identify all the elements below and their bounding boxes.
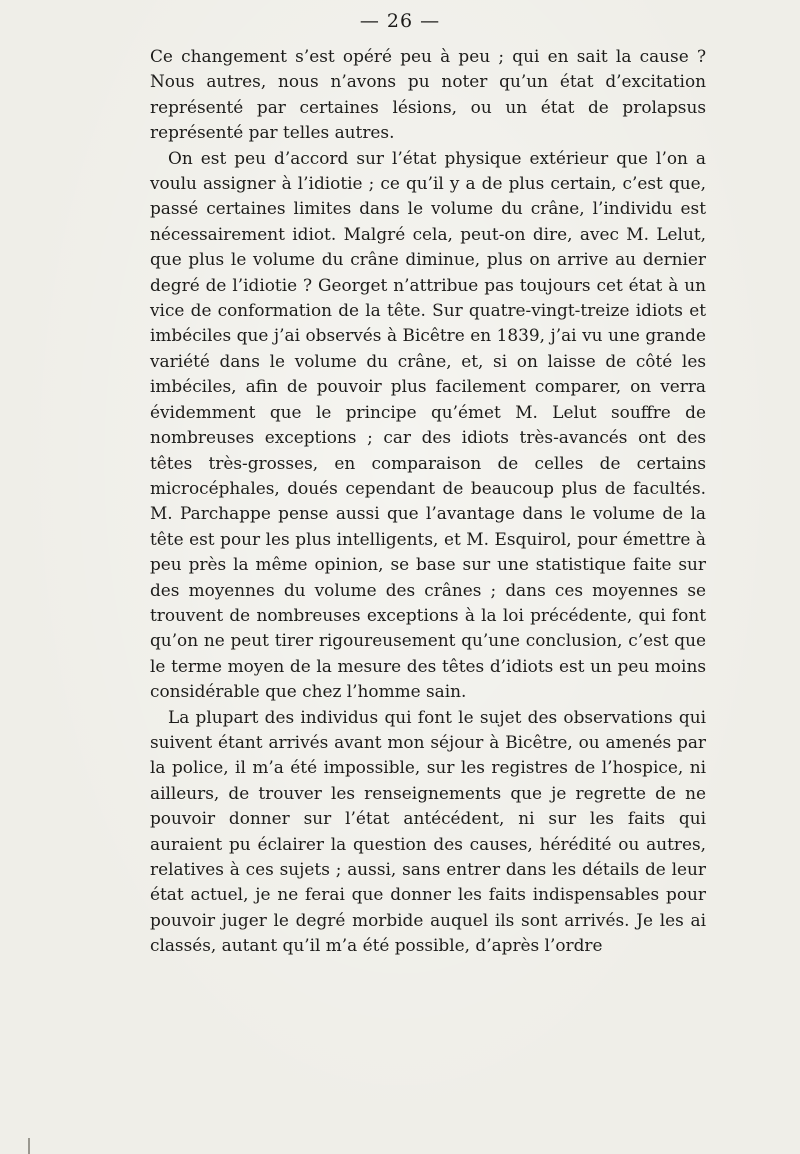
paragraph-3: La plupart des individus qui font le sujet des observations qui suivent étant arrivés avant mon séjour à Bicêtre, ou amenés par la police, il m’a été impossible, sur les registres de l’hospice, ni ailleurs, de trouver les renseignements que je regrette de ne pouvoir donner sur l’état antécédent, ni sur les faits qui auraient pu éclairer la question des causes, hérédité ou autres, relatives à ces sujets ; aussi, sans entrer dans les détails de leur état actuel, je ne ferai que donner les faits indispensables pour pouvoir juger le degré morbide auquel ils sont arrivés. Je les ai classés, autant qu’il m’a été possible, d’après l’ordre [150,706,706,956]
page-number: — 26 — [359,10,441,32]
paragraph-1: Ce changement s’est opéré peu à peu ; qui en sait la cause ? Nous autres, nous n’avons pu noter qu’un état d’excitation représenté par certaines lésions, ou un état de prolapsus représenté par telles autres. [150,46,706,143]
binding-edge-mark [28,1138,30,1154]
body-text [150,44,706,959]
paragraph-2: On est peu d’accord sur l’état physique extérieur que l’on a voulu assigner à l’idiotie ; ce qu’il y a de plus certain, c’est que, passé certaines limites dans le volume du crâne, l’individu est nécessairement idiot. Malgré cela, peut-on dire, avec M. Lelut, que plus le volume du crâne diminue, plus on arrive au dernier degré de l’idiotie ? Georget n’attribue pas toujours cet état à un vice de conformation de la tête. Sur quatre-vingt-treize idiots et imbéciles que j’ai observés à Bicêtre en 1839, j’ai vu une grande variété dans le volume du crâne, et, si on laisse de côté les imbéciles, afin de pouvoir plus facilement comparer, on verra évidemment que le principe qu’émet M. Lelut souffre de nombreuses exceptions ; car des idiots très-avancés ont des têtes très-grosses, en comparaison de celles de certains microcéphales, doués cependant de beaucoup plus de facultés. M. Parchappe pense aussi que l’avantage dans le volume de la tête est pour les plus intelligents, et M. Esquirol, pour émettre à peu près la même opinion, se base sur une statistique faite sur des moyennes du volume des crânes ; dans ces moyennes se trouvent de nombreuses exceptions à la loi précédente, qui font qu’on ne peut tirer rigoureusement qu’une conclusion, c’est que le terme moyen de la mesure des têtes d’idiots est un peu moins considérable que chez l’homme sain. [150,147,706,702]
